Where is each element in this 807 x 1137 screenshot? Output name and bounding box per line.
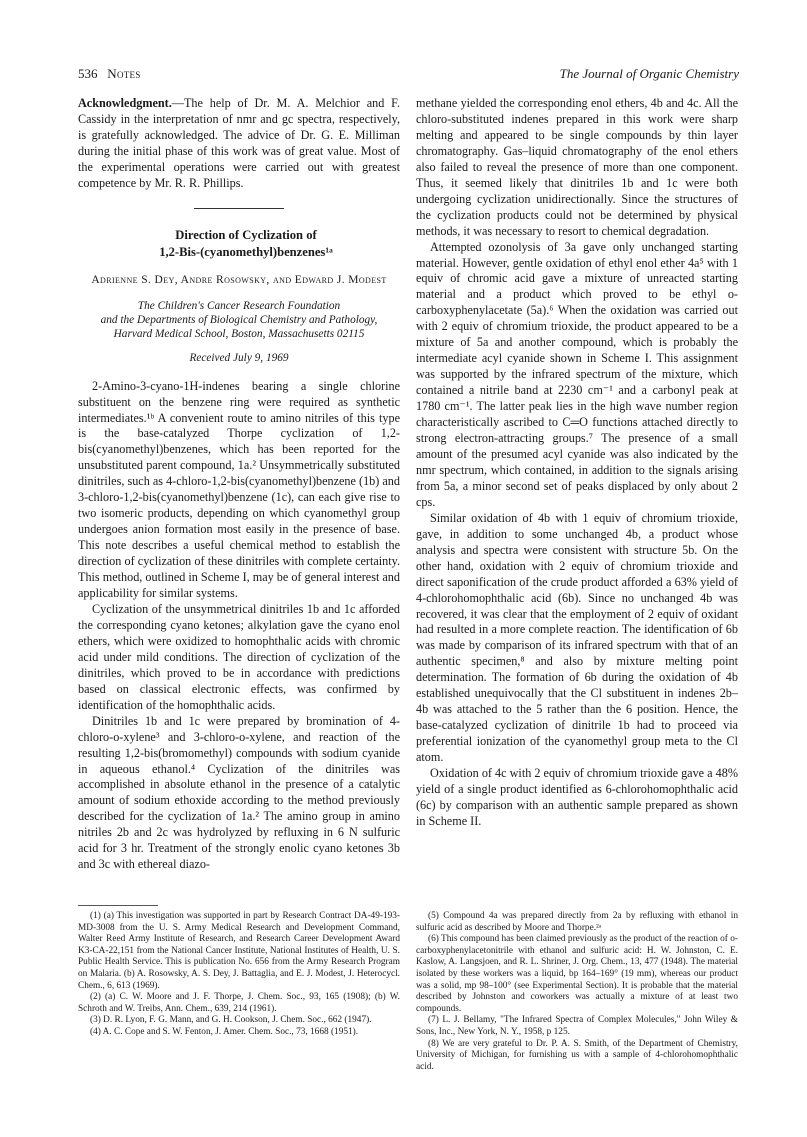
body-paragraph-left-1: 2-Amino-3-cyano-1H-indenes bearing a single chlorine substituent on the benzene ring were required as synthetic intermediates.¹ᵇ A convenient route to amino nitriles of this type is the base-catalyzed Thorpe cyclization of 1,2-bis(cyanomethyl)benzenes, which has been reported for the unsubstituted parent compound, 1a.² Unsymmetrically substituted dinitriles, such as 4-chloro-1,2-bis(cyanomethyl)benzene (1b) and 3-chloro-1,2-bis(cyanomethyl)benzene (1c), can each give rise to two isomeric products, depending on which cyanomethyl group undergoes anion formation most easily in the presence of base. This note describes a useful chemical method to establish the direction of cyclization of these dinitriles with complete certainty. This method, outlined in Scheme I, may be of general interest and applicability for similar systems. (78, 378, 400, 601)
footnotes-right (416, 911, 738, 1073)
footnote-5: (5) Compound 4a was prepared directly from 2a by refluxing with ethanol in sulfuric acid as described by Moore and Thorpe.²ᵃ (416, 911, 738, 933)
affiliation-line2: and the Departments of Biological Chemistry and Pathology, (100, 313, 378, 326)
author-list: Adrienne S. Dey, Andre Rosowsky, and Edward J. Modest (91, 273, 387, 286)
acknowledgment-heading: Acknowledgment. (78, 96, 172, 110)
affiliation-line3: Harvard Medical School, Boston, Massachusetts 02115 (113, 327, 365, 340)
footnote-3: (3) D. R. Lyon, F. G. Mann, and G. H. Cookson, J. Chem. Soc., 662 (1947). (90, 1015, 372, 1026)
footnote-4: (4) A. C. Cope and S. W. Fenton, J. Amer. Chem. Soc., 73, 1668 (1951). (90, 1026, 359, 1037)
body-paragraph-right-3: Similar oxidation of 4b with 1 equiv of chromium trioxide, gave, in addition to some unchanged 4b, a product whose analysis and spectra were consistent with structure 5b. On the other hand, oxidation with 2 equiv of chromium trioxide and direct saponification of the crude product afforded a 63% yield of 4-chlorohomophthalic acid (6b). Since no unchanged 4b was recovered, it was clear that the employment of 2 equiv of oxidant had resulted in a more complete reaction. The identification of 6b was made by comparison of its infrared spectrum with that of an authentic specimen,⁸ and also by mixture melting point determination. The formation of 6b during the oxidation of 4b established unequivocally that the Cl substituent in indenes 2b–4b was attached to the 5 rather than the 6 position. Hence, the base-catalyzed cyclization of dinitrile 1b had to proceed via preferential ionization of the cyanomethyl group meta to the Cl atom. (416, 510, 738, 765)
footnote-rule (78, 905, 158, 906)
header-left (78, 66, 141, 82)
footnotes-left (78, 911, 400, 1039)
acknowledgment-text: —The help of Dr. M. A. Melchior and F. Cassidy in the interpretation of nmr and gc spectra, respectively, is gratefully acknowledged. The advice of Dr. G. E. Milliman during the initial phase of this work was of great value. Most of the experimental operations were carried out with greatest competence by Mr. R. R. Phillips. (78, 96, 400, 190)
section-name: Notes (107, 66, 141, 81)
journal-name: The Journal of Organic Chemistry (559, 66, 739, 81)
body-paragraph-left-2: Cyclization of the unsymmetrical dinitriles 1b and 1c afforded the corresponding cyano ketones; alkylation gave the cyano enol ethers, which were oxidized to homophthalic acids with chromic acid under mild conditions. The direction of cyclization of the dinitriles, which proved to be in accordance with predictions based on classical electronic effects, was confirmed by identification of the homophthalic acids. (78, 601, 400, 712)
affiliation-line1: The Children's Cancer Research Foundation (137, 299, 341, 312)
footnote-7: (7) L. J. Bellamy, "The Infrared Spectra of Complex Molecules," John Wiley & Sons, Inc., New York, N. Y., 1958, p 125. (416, 1015, 738, 1037)
article-title-line2: 1,2-Bis-(cyanomethyl)benzenes¹ᵃ (159, 244, 333, 259)
running-header (78, 66, 739, 86)
footnote-6: (6) This compound has been claimed previously as the product of the reaction of o-carboxyphenylacetonitrile with ethanol and sulfuric acid: H. W. Johnston, C. E. Kaslow, A. Langsjoen, and R. L. Shriner, J. Org. Chem., 13, 477 (1948). The material isolated by these workers was a liquid, bp 164–169° (19 mm), whereas our product was a solid, mp 98–100° (see Experimental Section). It is probable that the material described by Johnston and coworkers was actually a mixture of at least two compounds. (416, 934, 738, 1014)
article-title-line1: Direction of Cyclization of (175, 227, 317, 242)
body-paragraph-left-3: Dinitriles 1b and 1c were prepared by bromination of 4-chloro-o-xylene³ and 3-chloro-o-xylene, and reaction of the resulting 1,2-bis(bromomethyl) compounds with sodium cyanide in aqueous ethanol.⁴ Cyclization of the dinitriles was accomplished in absolute ethanol in the presence of a catalytic amount of sodium ethoxide according to the method previously described for the cyclization of 1a.² The amino group in amino nitriles 2b and 2c was hydrolyzed by refluxing in 6 N sulfuric acid for 3 hr. Treatment of the strongly enolic cyano ketones 3b and 3c with ethereal diazo- (78, 713, 400, 872)
page-number: 536 (78, 66, 98, 81)
right-column (416, 96, 738, 830)
body-paragraph-right-1: methane yielded the corresponding enol ethers, 4b and 4c. All the chloro-substituted indenes prepared in this work were sharp melting and appeared to be single compounds by thin layer chromatography. Gas–liquid chromatography of the enol ethers also failed to reveal the presence of more than one component. Thus, it seemed likely that dinitriles 1b and 1c were both undergoing cyclization unidirectionally. Since the structures of the cyclization products could not be determined by physical methods, it was necessary to resort to chemical degradation. (416, 96, 738, 238)
body-paragraph-right-2: Attempted ozonolysis of 3a gave only unchanged starting material. However, gentle oxidation of ethyl enol ether 4a⁵ with 1 equiv of chromic acid gave a mixture of unreacted starting material and a product which proved to be ethyl o-carboxyphenylacetate (5a).⁶ When the oxidation was carried out with 2 equiv of chromium trioxide, the product appeared to be a mixture of 5a and another compound, which is probably the intermediate acyl cyanide shown in Scheme I. This assignment was supported by the infrared spectrum of the mixture, which contained a nitrile band at 2230 cm⁻¹ and a carbonyl peak at 1780 cm⁻¹. The latter peak lies in the high wave number region characteristically ascribed to C═O functions attached directly to strong electron-attracting groups.⁷ The presence of a small amount of the presumed acyl cyanide was also indicated by the nmr spectrum, which contained, in addition to the signals arising from 5a, a minor second set of peaks displaced by only about 2 cps. (416, 239, 738, 509)
footnote-1: (1) (a) This investigation was supported in part by Research Contract DA-49-193-MD-3008 from the U. S. Army Medical Research and Development Command, Walter Reed Army Institute of Research, and Research Career Development Award K3-CA-22,151 from the National Cancer Institute, National Institutes of Health, U. S. Public Health Service. This is publication No. 656 from the Army Research Program on Malaria. (b) A. Rosowsky, A. S. Dey, J. Battaglia, and E. J. Modest, J. Heterocycl. Chem., 6, 613 (1969). (78, 911, 400, 991)
section-divider (194, 208, 284, 209)
received-date: Received July 9, 1969 (189, 351, 289, 364)
footnote-2: (2) (a) C. W. Moore and J. F. Thorpe, J. Chem. Soc., 93, 165 (1908); (b) W. Schroth and W. Treibs, Ann. Chem., 639, 214 (1961). (78, 992, 400, 1014)
body-paragraph-right-4: Oxidation of 4c with 2 equiv of chromium trioxide gave a 48% yield of a single product identified as 6-chlorohomophthalic acid (6c) by comparison with an authentic sample prepared as shown in Scheme II. (416, 766, 738, 828)
footnote-8: (8) We are very grateful to Dr. P. A. S. Smith, of the Department of Chemistry, University of Michigan, for furnishing us with a sample of 4-chlorohomophthalic acid. (416, 1038, 738, 1072)
left-column (78, 96, 400, 873)
acknowledgment (78, 96, 400, 192)
affiliation (78, 299, 400, 341)
